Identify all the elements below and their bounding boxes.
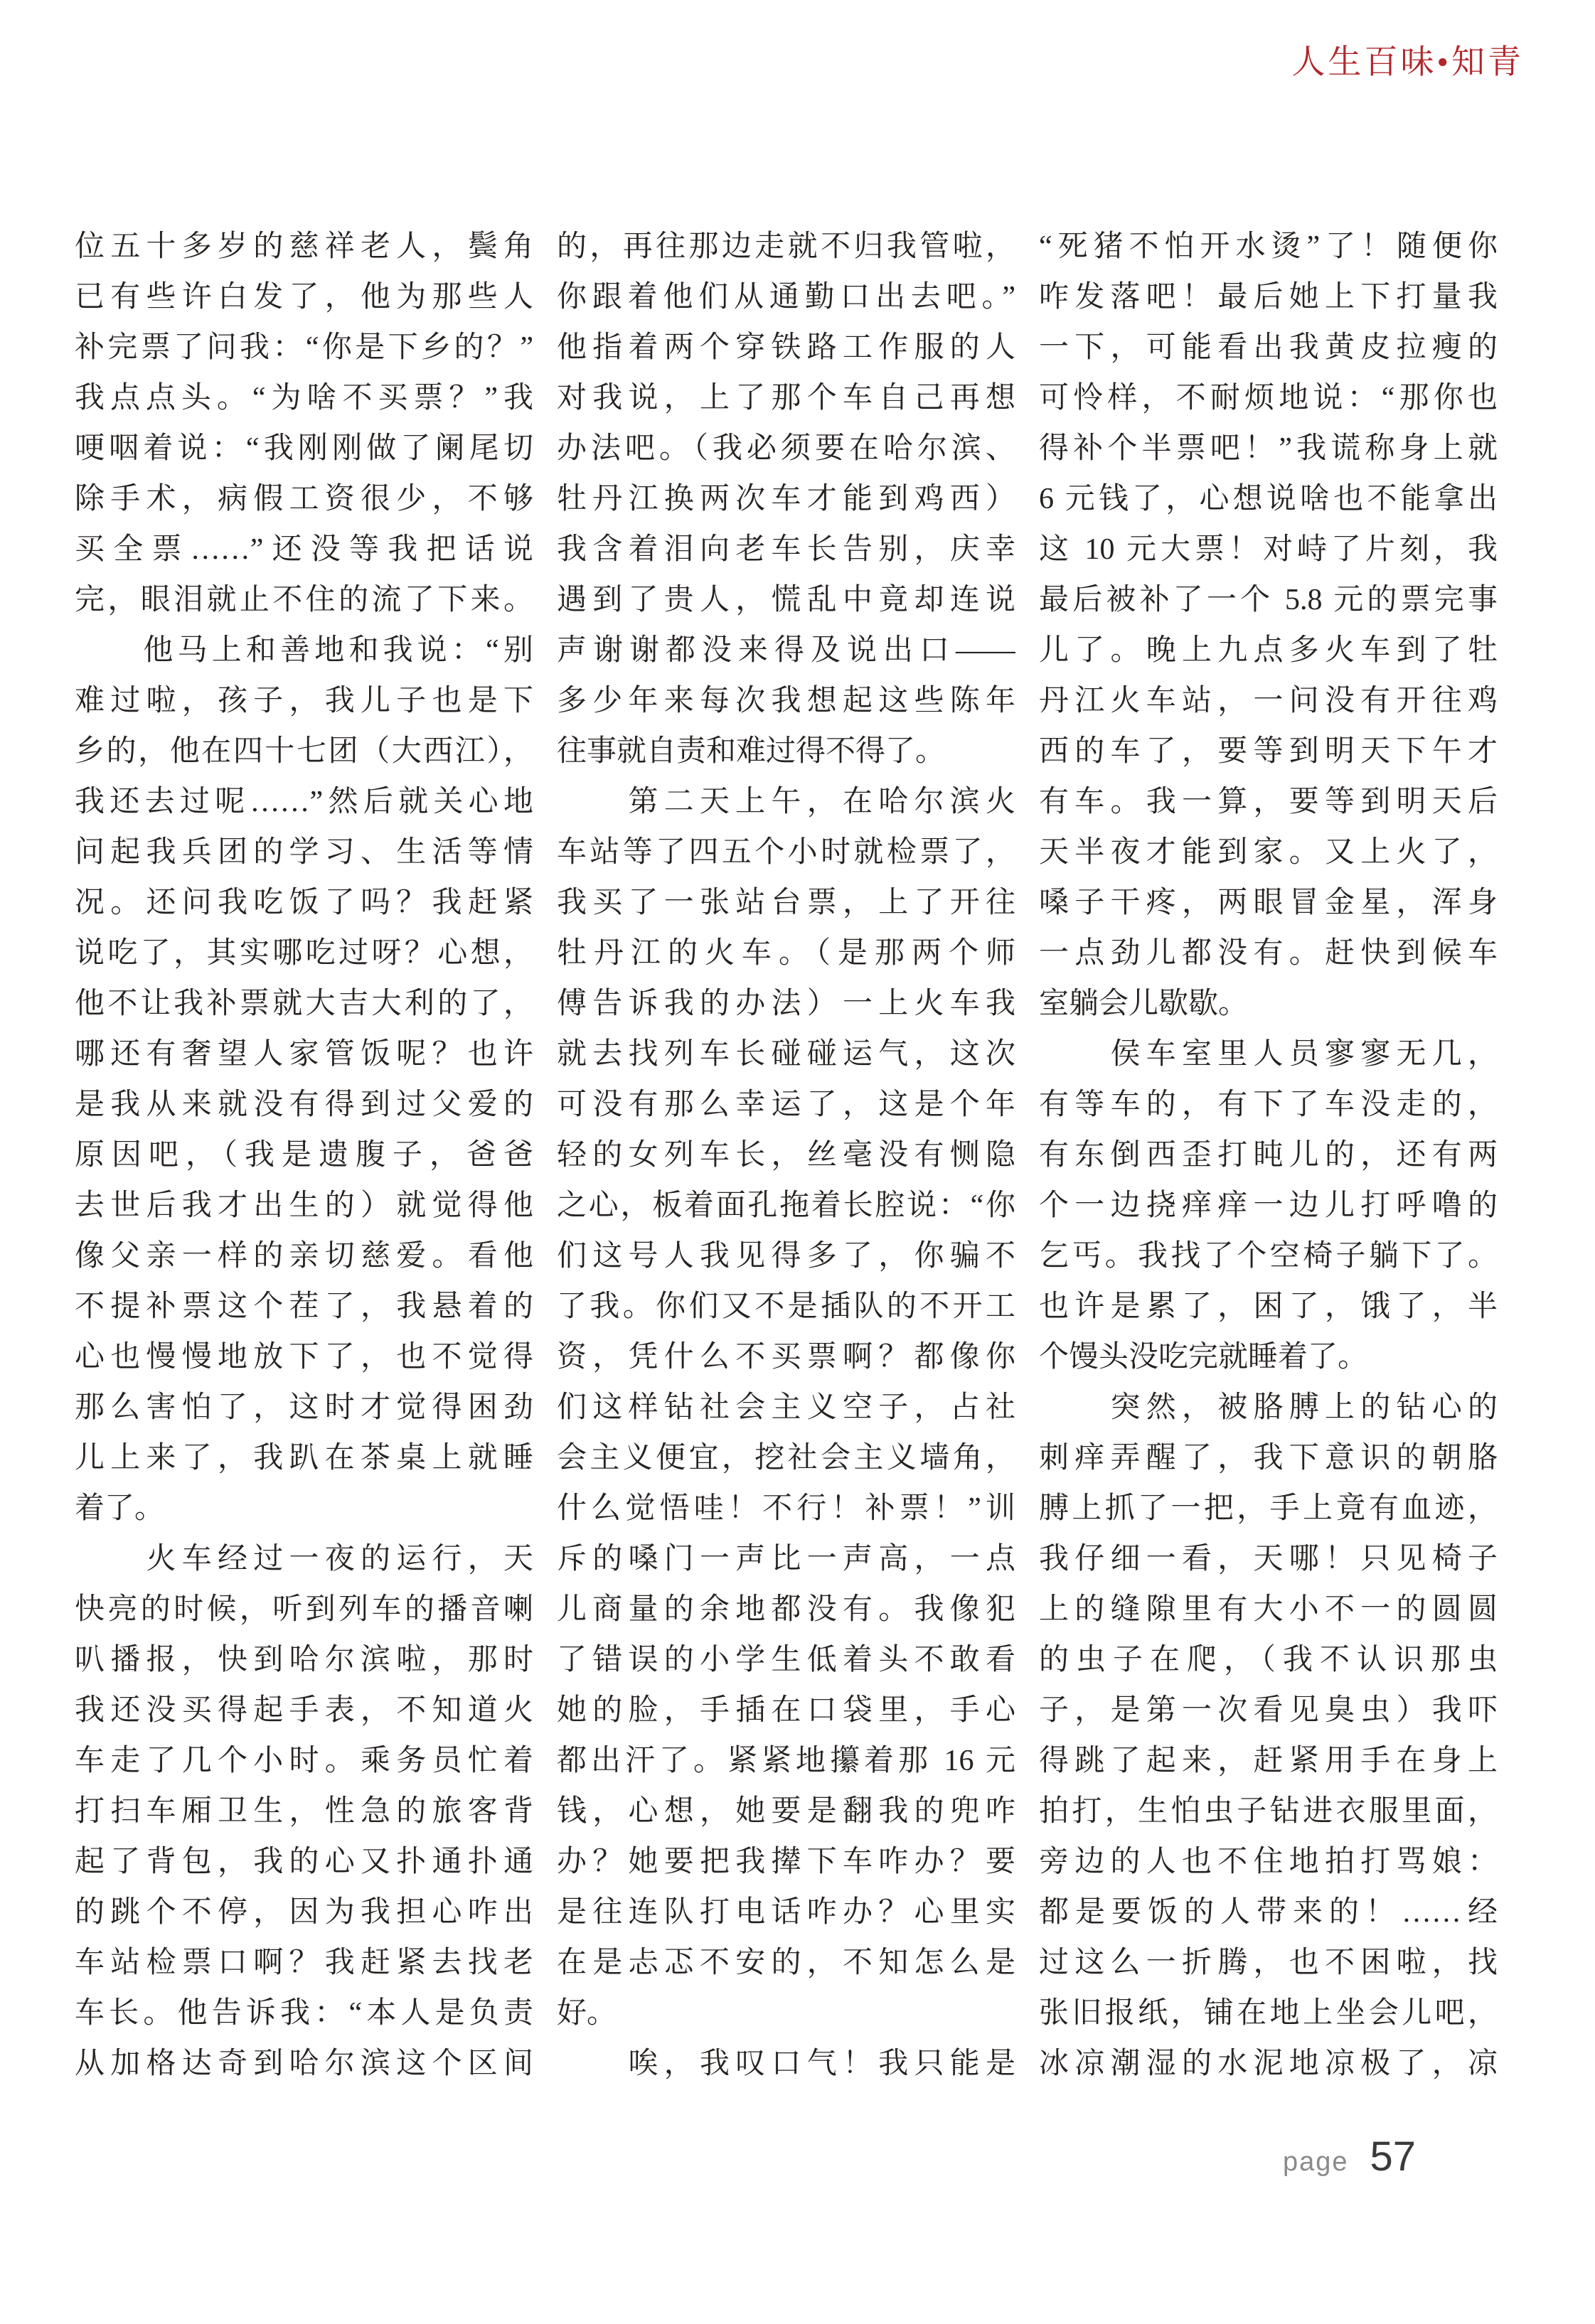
text-line: 打扫车厢卫生，性急的旅客背 [75, 1795, 533, 1828]
text-line: 天半夜才能到家。又上火了， [1039, 836, 1498, 869]
text-line: 儿上来了，我趴在茶桌上就睡 [75, 1442, 533, 1474]
text-line: 她的脸，手插在口袋里，手心 [557, 1694, 1015, 1727]
text-line: 车站等了四五个小时就检票了， [557, 836, 1015, 869]
text-line: 咋发落吧！最后她上下打量我 [1039, 281, 1498, 314]
text-line: 是往连队打电话咋办？心里实 [557, 1896, 1015, 1929]
text-line: 完，眼泪就止不住的流了下来。 [75, 584, 533, 616]
text-line: 冰凉潮湿的水泥地凉极了，凉 [1039, 2047, 1498, 2080]
text-line: 也许是累了，困了，饿了，半 [1039, 1290, 1498, 1323]
text-line: 这 10 元大票！对峙了片刻，我 [1039, 533, 1498, 566]
text-line: 过这么一折腾，也不困啦，找 [1039, 1947, 1498, 1979]
text-line: 办法吧。（我必须要在哈尔滨、 [557, 432, 1015, 465]
text-line: 声谢谢都没来得及说出口—— [557, 634, 1015, 667]
section-header: 人生百味•知青 [1291, 44, 1524, 81]
text-line: 我含着泪向老车长告别，庆幸 [557, 533, 1015, 566]
text-columns [75, 222, 1498, 2089]
text-line: 不提补票这个茬了，我悬着的 [75, 1290, 533, 1323]
text-line: 丹江火车站，一问没有开往鸡 [1039, 685, 1498, 717]
text-line: 难过啦，孩子，我儿子也是下 [75, 685, 533, 717]
text-column-1 [75, 222, 533, 2089]
text-line: 拍打，生怕虫子钻进衣服里面， [1039, 1795, 1498, 1828]
text-line: 我买了一张站台票，上了开往 [557, 887, 1015, 919]
text-line: 西的车了，要等到明天下午才 [1039, 735, 1498, 768]
text-line: 了错误的小学生低着头不敢看 [557, 1644, 1015, 1676]
text-line: 室躺会儿歇歇。 [1039, 987, 1249, 1020]
text-line: 6 元钱了，心想说啥也不能拿出 [1039, 483, 1498, 515]
text-line: 哪还有奢望人家管饭呢？也许 [75, 1038, 533, 1071]
text-line: 唉，我叹口气！我只能是 [557, 2047, 1015, 2080]
text-line: 有东倒西歪打盹儿的，还有两 [1039, 1139, 1498, 1172]
text-line: 嗓子干疼，两眼冒金星，浑身 [1039, 887, 1498, 919]
text-line: 在是忐忑不安的，不知怎么是 [557, 1947, 1015, 1979]
text-line: 去世后我才出生的）就觉得他 [75, 1189, 533, 1222]
text-line: 最后被补了一个 5.8 元的票完事 [1039, 584, 1498, 616]
text-line: 办？她要把我撵下车咋办？要 [557, 1846, 1015, 1878]
text-line: 突然，被胳膊上的钻心的 [1039, 1391, 1498, 1424]
text-line: 况。还问我吃饭了吗？我赶紧 [75, 887, 533, 919]
text-line: 你跟着他们从通勤口出去吧。” [557, 281, 1015, 314]
text-line: 牡丹江换两次车才能到鸡西） [557, 483, 1015, 515]
text-line: 上的缝隙里有大小不一的圆圆 [1039, 1593, 1498, 1626]
text-line: 多少年来每次我想起这些陈年 [557, 685, 1015, 717]
text-line: 牡丹江的火车。（是那两个师 [557, 937, 1015, 970]
text-line: 们这号人我见得多了，你骗不 [557, 1240, 1015, 1273]
text-line: 都是要饭的人带来的！……经 [1039, 1896, 1498, 1929]
text-line: 起了背包，我的心又扑通扑通 [75, 1846, 533, 1878]
text-line: 的，再往那边走就不归我管啦， [557, 230, 1015, 263]
text-line: 车站检票口啊？我赶紧去找老 [75, 1947, 533, 1979]
text-line: 一点劲儿都没有。赶快到候车 [1039, 937, 1498, 970]
text-line: 位五十多岁的慈祥老人，鬓角 [75, 230, 533, 263]
text-line: 已有些许白发了，他为那些人 [75, 281, 533, 314]
text-line: 得跳了起来，赶紧用手在身上 [1039, 1745, 1498, 1777]
text-line: 钱，心想，她要是翻我的兜咋 [557, 1795, 1015, 1828]
page-label: page [1282, 2147, 1349, 2177]
text-line: 了我。你们又不是插队的不开工 [557, 1290, 1015, 1323]
text-line: 他不让我补票就大吉大利的了， [75, 987, 533, 1020]
text-line: 儿商量的余地都没有。我像犯 [557, 1593, 1015, 1626]
text-line: 除手术，病假工资很少，不够 [75, 483, 533, 515]
text-line: 就去找列车长碰碰运气，这次 [557, 1038, 1015, 1071]
page-footer [1283, 2133, 1416, 2180]
text-line: 着了。 [75, 1492, 165, 1525]
text-line: “死猪不怕开水烫”了！随便你 [1039, 230, 1498, 263]
text-line: 快亮的时候，听到列车的播音喇 [75, 1593, 533, 1626]
text-line: 他马上和善地和我说：“别 [75, 634, 533, 667]
page-number-value: 57 [1370, 2133, 1416, 2180]
text-line: 侯车室里人员寥寥无几， [1039, 1038, 1498, 1071]
text-line: 我还没买得起手表，不知道火 [75, 1694, 533, 1727]
text-line: 叭播报，快到哈尔滨啦，那时 [75, 1644, 533, 1676]
text-line: 们这样钻社会主义空子，占社 [557, 1391, 1015, 1424]
text-line: 得补个半票吧！”我谎称身上就 [1039, 432, 1498, 465]
text-line: 说吃了，其实哪吃过呀？心想， [75, 937, 533, 970]
text-line: 张旧报纸，铺在地上坐会儿吧， [1039, 1997, 1498, 2030]
text-line: 轻的女列车长，丝毫没有恻隐 [557, 1139, 1015, 1172]
text-line: 火车经过一夜的运行，天 [75, 1543, 533, 1575]
text-line: 刺痒弄醒了，我下意识的朝胳 [1039, 1442, 1498, 1474]
text-line: 心也慢慢地放下了，也不觉得 [75, 1341, 533, 1373]
text-line: 好。 [557, 1997, 617, 2030]
text-line: 之心，板着面孔拖着长腔说：“你 [557, 1189, 1015, 1222]
text-line: 会主义便宜，挖社会主义墙角， [557, 1442, 1015, 1474]
text-line: 问起我兵团的学习、生活等情 [75, 836, 533, 869]
text-line: 乞丐。我找了个空椅子躺下了。 [1039, 1240, 1498, 1273]
text-line: 哽咽着说：“我刚刚做了阑尾切 [75, 432, 533, 465]
text-line: 往事就自责和难过得不得了。 [557, 735, 946, 768]
text-line: 一下，可能看出我黄皮拉瘦的 [1039, 331, 1498, 364]
text-line: 膊上抓了一把，手上竟有血迹， [1039, 1492, 1498, 1525]
text-line: 儿了。晚上九点多火车到了牡 [1039, 634, 1498, 667]
text-line: 斥的嗓门一声比一声高，一点 [557, 1543, 1015, 1575]
text-line: 都出汗了。紧紧地攥着那 16 元 [557, 1745, 1015, 1777]
text-line: 车长。他告诉我：“本人是负责 [75, 1997, 533, 2030]
text-line: 我仔细一看，天哪！只见椅子 [1039, 1543, 1498, 1575]
text-line: 我点点头。“为啥不买票？”我 [75, 382, 533, 414]
text-line: 从加格达奇到哈尔滨这个区间 [75, 2047, 533, 2080]
text-line: 个一边挠痒痒一边儿打呼噜的 [1039, 1189, 1498, 1222]
text-line: 个馒头没吃完就睡着了。 [1039, 1341, 1368, 1373]
text-column-2 [557, 222, 1015, 2089]
text-line: 他指着两个穿铁路工作服的人 [557, 331, 1015, 364]
text-line: 的虫子在爬，（我不认识那虫 [1039, 1644, 1498, 1676]
text-line: 原因吧，（我是遗腹子，爸爸 [75, 1139, 533, 1172]
text-line: 第二天上午，在哈尔滨火 [557, 786, 1015, 818]
text-line: 是我从来就没有得到过父爱的 [75, 1088, 533, 1121]
text-line: 子，是第一次看见臭虫）我吓 [1039, 1694, 1498, 1727]
text-line: 资，凭什么不买票啊？都像你 [557, 1341, 1015, 1373]
text-line: 那么害怕了，这时才觉得困劲 [75, 1391, 533, 1424]
text-line: 买全票……”还没等我把话说 [75, 533, 533, 566]
text-line: 旁边的人也不住地拍打骂娘： [1039, 1846, 1498, 1878]
text-line: 像父亲一样的亲切慈爱。看他 [75, 1240, 533, 1273]
text-line: 补完票了问我：“你是下乡的？” [75, 331, 533, 364]
text-line: 的跳个不停，因为我担心咋出 [75, 1896, 533, 1929]
text-line: 遇到了贵人，慌乱中竟却连说 [557, 584, 1015, 616]
text-line: 车走了几个小时。乘务员忙着 [75, 1745, 533, 1777]
text-line: 可没有那么幸运了，这是个年 [557, 1088, 1015, 1121]
text-line: 对我说，上了那个车自己再想 [557, 382, 1015, 414]
text-column-3 [1039, 222, 1498, 2089]
text-line: 什么觉悟哇！不行！补票！”训 [557, 1492, 1015, 1525]
text-line: 可怜样，不耐烦地说：“那你也 [1039, 382, 1498, 414]
text-line: 我还去过呢……”然后就关心地 [75, 786, 533, 818]
text-line: 傅告诉我的办法）一上火车我 [557, 987, 1015, 1020]
text-line: 有车。我一算，要等到明天后 [1039, 786, 1498, 818]
text-line: 有等车的，有下了车没走的， [1039, 1088, 1498, 1121]
text-line: 乡的，他在四十七团（大西江）， [75, 735, 533, 768]
